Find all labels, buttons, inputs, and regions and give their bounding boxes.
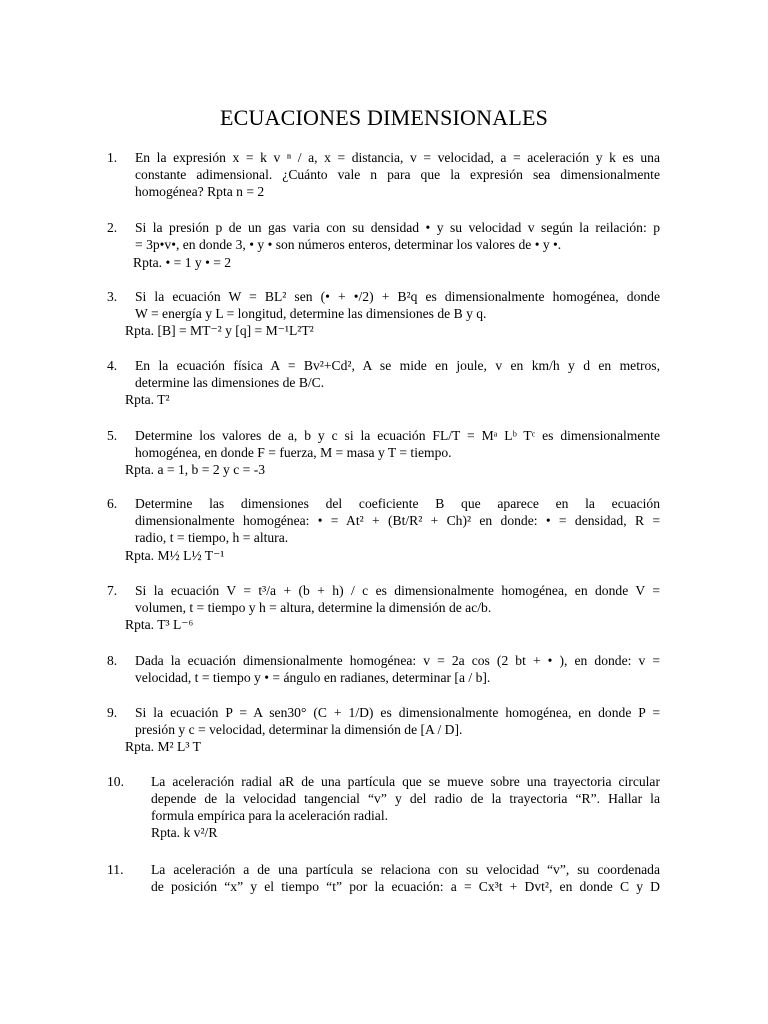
problem-text xyxy=(151,773,660,841)
problem-line: homogénea, en donde F = fuerza, M = masa y T = tiempo. xyxy=(135,445,452,460)
problem-number: 7. xyxy=(107,583,118,598)
page-title: ECUACIONES DIMENSIONALES xyxy=(219,105,549,130)
problem-text xyxy=(135,495,660,546)
problem-line: dimensionalmente homogénea: • = At² + (Bt/R² + Ch)² en donde: • = densidad, R = xyxy=(135,513,660,528)
problem-text xyxy=(135,652,660,686)
problem-line: radio, t = tiempo, h = altura. xyxy=(135,530,289,545)
problem-line: de posición “x” y el tiempo “t” por la ecuación: a = Cx³t + Dvt², en donde C y D xyxy=(151,879,660,894)
problem-text xyxy=(135,149,660,200)
problem-text xyxy=(135,582,660,616)
problem-line: Dada la ecuación dimensionalmente homogénea: v = 2a cos (2 bt + • ), en donde: v = xyxy=(135,653,660,668)
problem-number: 3. xyxy=(107,289,118,304)
problem-line: La aceleración a de una partícula se relaciona con su velocidad “v”, su coordenada xyxy=(151,862,660,877)
problem-text xyxy=(135,357,660,391)
answer: Rpta. a = 1, b = 2 y c = -3 xyxy=(125,462,266,477)
problem-line: En la expresión x = k v ⁿ / a, x = distancia, v = velocidad, a = aceleración y k es una xyxy=(135,150,660,165)
problem-line: formula empírica para la aceleración radial. xyxy=(151,808,388,823)
answer: Rpta. k v²/R xyxy=(151,825,218,840)
problem-line: constante adimensional. ¿Cuánto vale n para que la expresión sea dimensionalmente xyxy=(135,167,660,182)
problem-text xyxy=(151,861,660,895)
problem-number: 5. xyxy=(107,428,118,443)
problem-text xyxy=(135,427,660,461)
answer: Rpta. T² xyxy=(125,392,170,407)
problem-line: = 3p•v•, en donde 3, • y • son números enteros, determinar los valores de • y •. xyxy=(135,237,562,252)
problem-line: Si la ecuación P = A sen30° (C + 1/D) es dimensionalmente homogénea, en donde P = xyxy=(135,705,660,720)
problem-line: W = energía y L = longitud, determine las dimensiones de B y q. xyxy=(135,306,487,321)
problem-text xyxy=(135,288,660,322)
problem-line: Determine las dimensiones del coeficiente B que aparece en la ecuación xyxy=(135,496,660,511)
problem-line: Determine los valores de a, b y c si la ecuación FL/T = Mᵃ Lᵇ Tᶜ es dimensionalmente xyxy=(135,428,660,443)
problem-number: 4. xyxy=(107,358,118,373)
problem-line: En la ecuación física A = Bv²+Cd², A se mide en joule, v en km/h y d en metros, xyxy=(135,358,660,373)
answer: Rpta. • = 1 y • = 2 xyxy=(133,255,232,270)
problem-number: 6. xyxy=(107,496,118,511)
problem-line: La aceleración radial aR de una partícula que se mueve sobre una trayectoria circular xyxy=(151,774,660,789)
problem-line: Si la presión p de un gas varia con su densidad • y su velocidad v según la reilación: p xyxy=(135,220,660,235)
problem-line: velocidad, t = tiempo y • = ángulo en radianes, determinar [a / b]. xyxy=(135,670,491,685)
problem-number: 9. xyxy=(107,705,118,720)
answer: Rpta. M½ L½ T⁻¹ xyxy=(125,548,225,563)
problem-line: Si la ecuación V = t³/a + (b + h) / c es dimensionalmente homogénea, en donde V = xyxy=(135,583,660,598)
problem-line: presión y c = velocidad, determinar la dimensión de [A / D]. xyxy=(135,722,463,737)
problem-line: Si la ecuación W = BL² sen (• + •/2) + B²q es dimensionalmente homogénea, donde xyxy=(135,289,660,304)
problem-number: 2. xyxy=(107,220,118,235)
problem-text xyxy=(135,219,660,253)
answer: Rpta. [B] = MT⁻² y [q] = M⁻¹L²T² xyxy=(125,323,314,338)
answer: Rpta. T³ L⁻⁶ xyxy=(125,617,194,632)
problem-line: depende de la velocidad tangencial “v” y del radio de la trayectoria “R”. Hallar la xyxy=(151,791,660,806)
answer: Rpta. M² L³ T xyxy=(125,739,201,754)
problem-number: 8. xyxy=(107,653,118,668)
problem-number: 10. xyxy=(107,774,124,789)
problem-line: determine las dimensiones de B/C. xyxy=(135,375,325,390)
problem-line: homogénea? Rpta n = 2 xyxy=(135,184,265,199)
problem-line: volumen, t = tiempo y h = altura, determine la dimensión de ac/b. xyxy=(135,600,492,615)
problem-text xyxy=(135,704,660,738)
problem-number: 1. xyxy=(107,150,118,165)
problem-number: 11. xyxy=(107,862,124,877)
